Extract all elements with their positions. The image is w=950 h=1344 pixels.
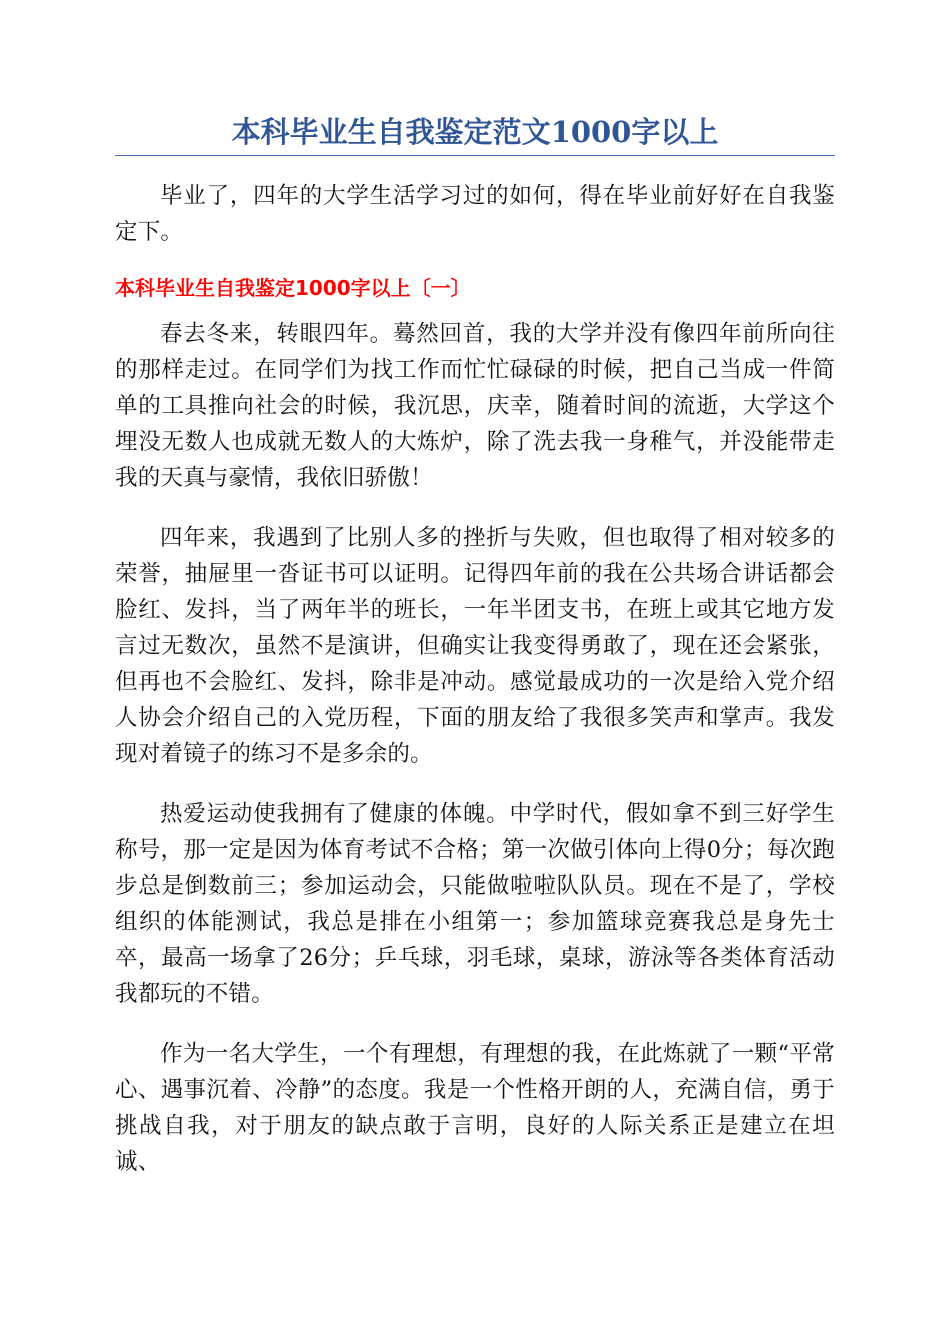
body-paragraph-3: 热爱运动使我拥有了健康的体魄。中学时代，假如拿不到三好学生称号，那一定是因为体育考试不合格；第一次做引体向上得0分；每次跑步总是倒数前三；参加运动会，只能做啦啦队队员。现在不是了，学校组织的体能测试，我总是排在小组第一；参加篮球竞赛我总是身先士卒，最高一场拿了26分；乒乓球，羽毛球，桌球，游泳等各类体育活动我都玩的不错。	[115, 801, 835, 1007]
document-title: 本科毕业生自我鉴定范文1000字以上	[231, 115, 719, 149]
document-body	[115, 178, 835, 1204]
section-heading: 本科毕业生自我鉴定1000字以上〔一〕	[115, 276, 471, 300]
body-paragraph-1: 春去冬来，转眼四年。蓦然回首，我的大学并没有像四年前所向往的那样走过。在同学们为找工作而忙忙碌碌的时候，把自己当成一件简单的工具推向社会的时候，我沉思，庆幸，随着时间的流逝，大学这个埋没无数人也成就无数人的大炼炉，除了洗去我一身稚气，并没能带走我的天真与豪情，我依旧骄傲！	[115, 321, 835, 491]
body-paragraph-4: 作为一名大学生，一个有理想，有理想的我，在此炼就了一颗“平常心、遇事沉着、冷静”的态度。我是一个性格开朗的人，充满自信，勇于挑战自我，对于朋友的缺点敢于言明，良好的人际关系正是建立在坦诚、	[115, 1041, 835, 1175]
intro-paragraph: 毕业了，四年的大学生活学习过的如何，得在毕业前好好在自我鉴定下。	[115, 183, 835, 245]
body-paragraph-2: 四年来，我遇到了比别人多的挫折与失败，但也取得了相对较多的荣誉，抽屉里一沓证书可以证明。记得四年前的我在公共场合讲话都会脸红、发抖，当了两年半的班长，一年半团支书，在班上或其它地方发言过无数次，虽然不是演讲，但确实让我变得勇敢了，现在还会紧张，但再也不会脸红、发抖，除非是冲动。感觉最成功的一次是给入党介绍人协会介绍自己的入党历程，下面的朋友给了我很多笑声和掌声。我发现对着镜子的练习不是多余的。	[115, 525, 835, 767]
title-underline	[115, 155, 835, 156]
